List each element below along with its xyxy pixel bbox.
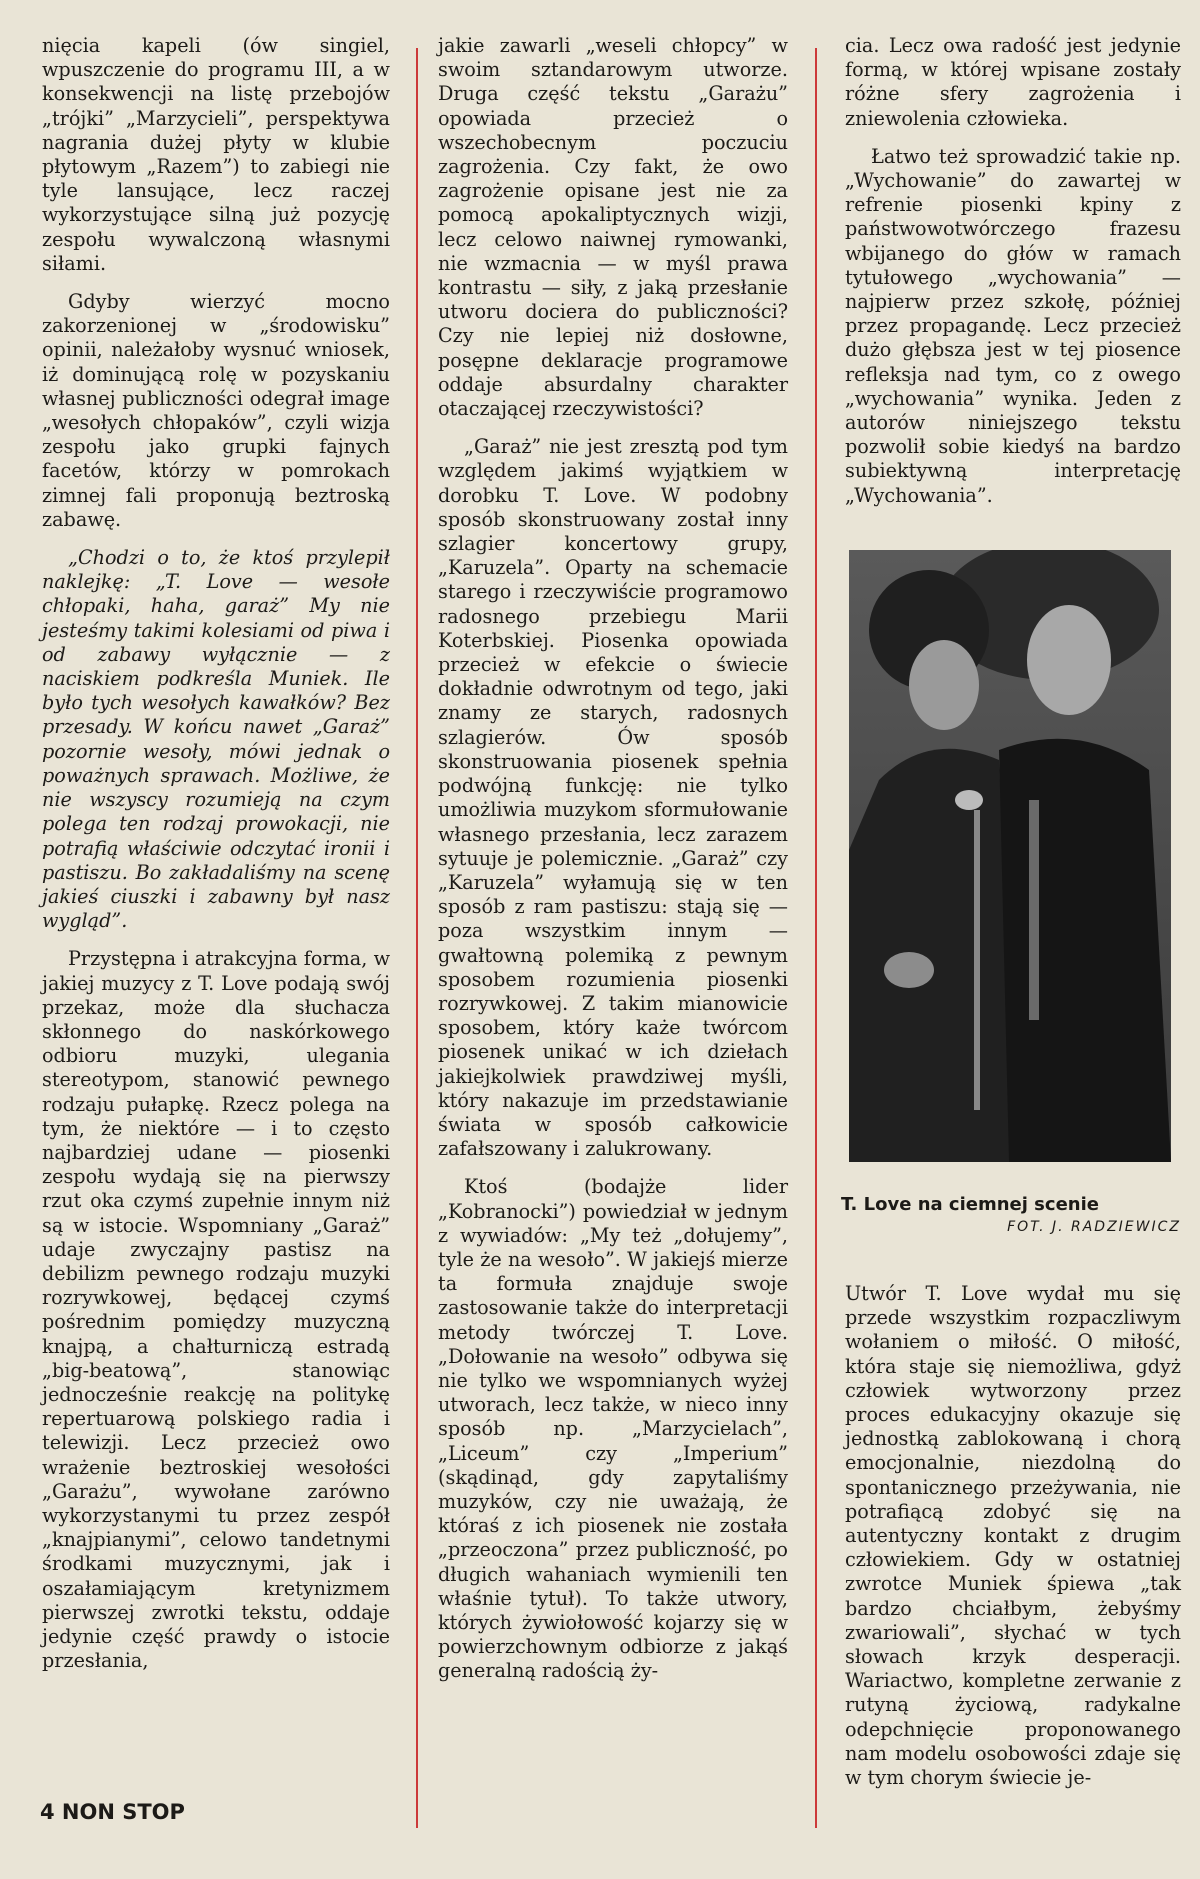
photo-caption: [841, 1194, 1181, 1235]
column-divider-red: [815, 48, 817, 1828]
photo-credit: FOT. J. RADZIEWICZ: [1007, 1219, 1181, 1235]
quote-paragraph: „Chodzi o to, że ktoś przylepił naklejkę: „T. Love — wesołe chłopaki, haha, garaż” My nie jesteśmy takimi kolesiami od piwa i od zabawy wyłącznie — z naciskiem podkreśla Muniek. Ile było tych wesołych kawałków? Bez przesady. W końcu nawet „Garaż” pozornie wesoły, mówi jednak o poważnych sprawach. Możliwe, że nie wszyscy rozumieją na czym polega ten rodzaj prowokacji, nie potrafią właściwie odczytać ironii i pastiszu. Bo zakładaliśmy na scenę jakieś ciuszki i zabawny był nasz wygląd”.: [42, 546, 390, 933]
paragraph: Ktoś (bodajże lider „Kobranocki”) powiedział w jednym z wywiadów: „My też „dołujemy”, tyle że na wesoło”. W jakiejś mierze ta formuła znajduje swoje zastosowanie także do interpretacji metody twórczej T. Love. „Dołowanie na wesoło” odbywa się nie tylko we wspomnianych wyżej utworach, lecz także, w nieco inny sposób np. „Marzycielach”, „Liceum” czy „Imperium” (skądinąd, gdy zapytaliśmy muzyków, czy nie uważają, że któraś z ich piosenek nie została „przeoczona” przez publiczność, po długich wahaniach wymienili ten właśnie tytuł). To także utwory, których żywiołowość kojarzy się w powierzchownym odbiorze z jakąś generalną radością ży-: [438, 1175, 788, 1683]
paragraph: nięcia kapeli (ów singiel, wpuszczenie do programu III, a w konsekwencji na listę przebojów „trójki” „Marzycieli”, perspektywa nagrania dużej płyty w klubie płytowym „Razem”) to zabiegi nie tyle lansujące, lecz raczej wykorzystujące silną już pozycję zespołu wywalczoną własnymi siłami.: [42, 34, 390, 275]
column-divider-red: [416, 48, 418, 1828]
article-column-2: [438, 34, 788, 1698]
article-column-1: [42, 34, 390, 1687]
article-column-3-lower: [845, 1282, 1181, 1804]
band-photo: [849, 550, 1171, 1162]
concert-photo-image: [849, 550, 1171, 1162]
paragraph: Łatwo też sprowadzić takie np. „Wychowanie” do zawartej w refrenie piosenki kpiny z państwowotwórczego frazesu wbijanego do głów w ramach tytułowego „wychowania” — najpierw przez szkołę, później przez propagandę. Lecz przecież dużo głębsza jest w tej piosence refleksja nad tym, co z owego „wychowania” wynika. Jeden z autorów niniejszego tekstu pozwolił sobie kiedyś na bardzo subiektywną interpretację „Wychowania”.: [845, 144, 1181, 507]
paragraph: cia. Lecz owa radość jest jedynie formą, w której wpisane zostały różne sfery zagrożenia i zniewolenia człowieka.: [845, 34, 1181, 130]
photo-caption-title: T. Love na ciemnej scenie: [841, 1194, 1099, 1215]
paragraph: Gdyby wierzyć mocno zakorzenionej w „środowisku” opinii, należałoby wysnuć wniosek, iż dominującą rolę w pozyskaniu własnej publiczności odegrał image „wesołych chłopaków”, czyli wizja zespołu jako grupki fajnych facetów, którzy w pomrokach zimnej fali proponują beztroską zabawę.: [42, 290, 390, 531]
paragraph: „Garaż” nie jest zresztą pod tym względem jakimś wyjątkiem w dorobku T. Love. W podobny sposób skonstruowany został inny szlagier koncertowy grupy, „Karuzela”. Oparty na schemacie starego i rzeczywiście programowo radosnego przebiegu Marii Koterbskiej. Piosenka opowiada przecież w efekcie o świecie dokładnie odwrotnym od tego, jaki znamy ze starych, radosnych szlagierów. Ów sposób skonstruowania piosenek spełnia podwójną funkcję: nie tylko umożliwia muzykom sformułowanie własnego przesłania, lecz zarazem sytuuje je polemicznie. „Garaż” czy „Karuzela” wyłamują się w ten sposób z ram pastiszu: stają się — poza wszystkim innym — gwałtowną polemiką z pewnym sposobem rozumienia piosenki rozrywkowej. Z takim mianowicie sposobem, który każe twórcom piosenek unikać w ich dziełach jakiejkolwiek prawdziwej myśli, który nakazuje im przedstawianie świata w sposób całkowicie zafałszowany i zalukrowany.: [438, 435, 788, 1161]
paragraph: jakie zawarli „weseli chłopcy” w swoim sztandarowym utworze. Druga część tekstu „Garażu” opowiada przecież o wszechobecnym poczuciu zagrożenia. Czy fakt, że owo zagrożenie opisane jest nie za pomocą apokaliptycznych wizji, lecz celowo naiwnej rymowanki, nie wzmacnia — w myśl prawa kontrastu — siły, z jaką przesłanie utworu dociera do publiczności? Czy nie lepiej niż dosłowne, posępne deklaracje programowe oddaje absurdalny charakter otaczającej rzeczywistości?: [438, 34, 788, 421]
article-column-3: [845, 34, 1181, 522]
paragraph: Przystępna i atrakcyjna forma, w jakiej muzycy z T. Love podają swój przekaz, może dla słuchacza skłonnego do naskórkowego odbioru muzyki, ulegania stereotypom, stanowić pewnego rodzaju pułapkę. Rzecz polega na tym, że niektóre — i to często najbardziej udane — piosenki zespołu wydają się na pierwszy rzut oka czymś zupełnie innym niż są w istocie. Wspomniany „Garaż” udaje zwyczajny pastisz na debilizm pewnego rodzaju muzyki rozrywkowej, będącej czymś pośrednim pomiędzy muzyczną knajpą, a chałturniczą estradą „big-beatową”, stanowiąc jednocześnie reakcję na politykę repertuarową polskiego radia i telewizji. Lecz przecież owo wrażenie beztroskiej wesołości „Garażu”, wywołane zarówno wykorzystanymi tu przez zespół „knajpianymi”, celowo tandetnymi środkami muzycznymi, jak i oszałamiającym kretynizmem pierwszej zwrotki tekstu, oddaje jedynie część prawdy o istocie przesłania,: [42, 947, 390, 1673]
paragraph: Utwór T. Love wydał mu się przede wszystkim rozpaczliwym wołaniem o miłość. O miłość, która staje się niemożliwa, gdyż człowiek wytworzony przez proces edukacyjny okazuje się jednostką zablokowaną i chorą emocjonalnie, niezdolną do spontanicznego przeżywania, nie potrafiącą zdobyć się na autentyczny kontakt z drugim człowiekiem. Gdy w ostatniej zwrotce Muniek śpiewa „tak bardzo chciałbym, żebyśmy zwariowali”, słychać w tych słowach krzyk desperacji. Wariactwo, kompletne zerwanie z rutyną życiową, radykalne odepchnięcie proponowanego nam modelu osobowości zdaje się w tym chorym świecie je-: [845, 1282, 1181, 1790]
page-footer: 4 NON STOP: [40, 1800, 185, 1824]
